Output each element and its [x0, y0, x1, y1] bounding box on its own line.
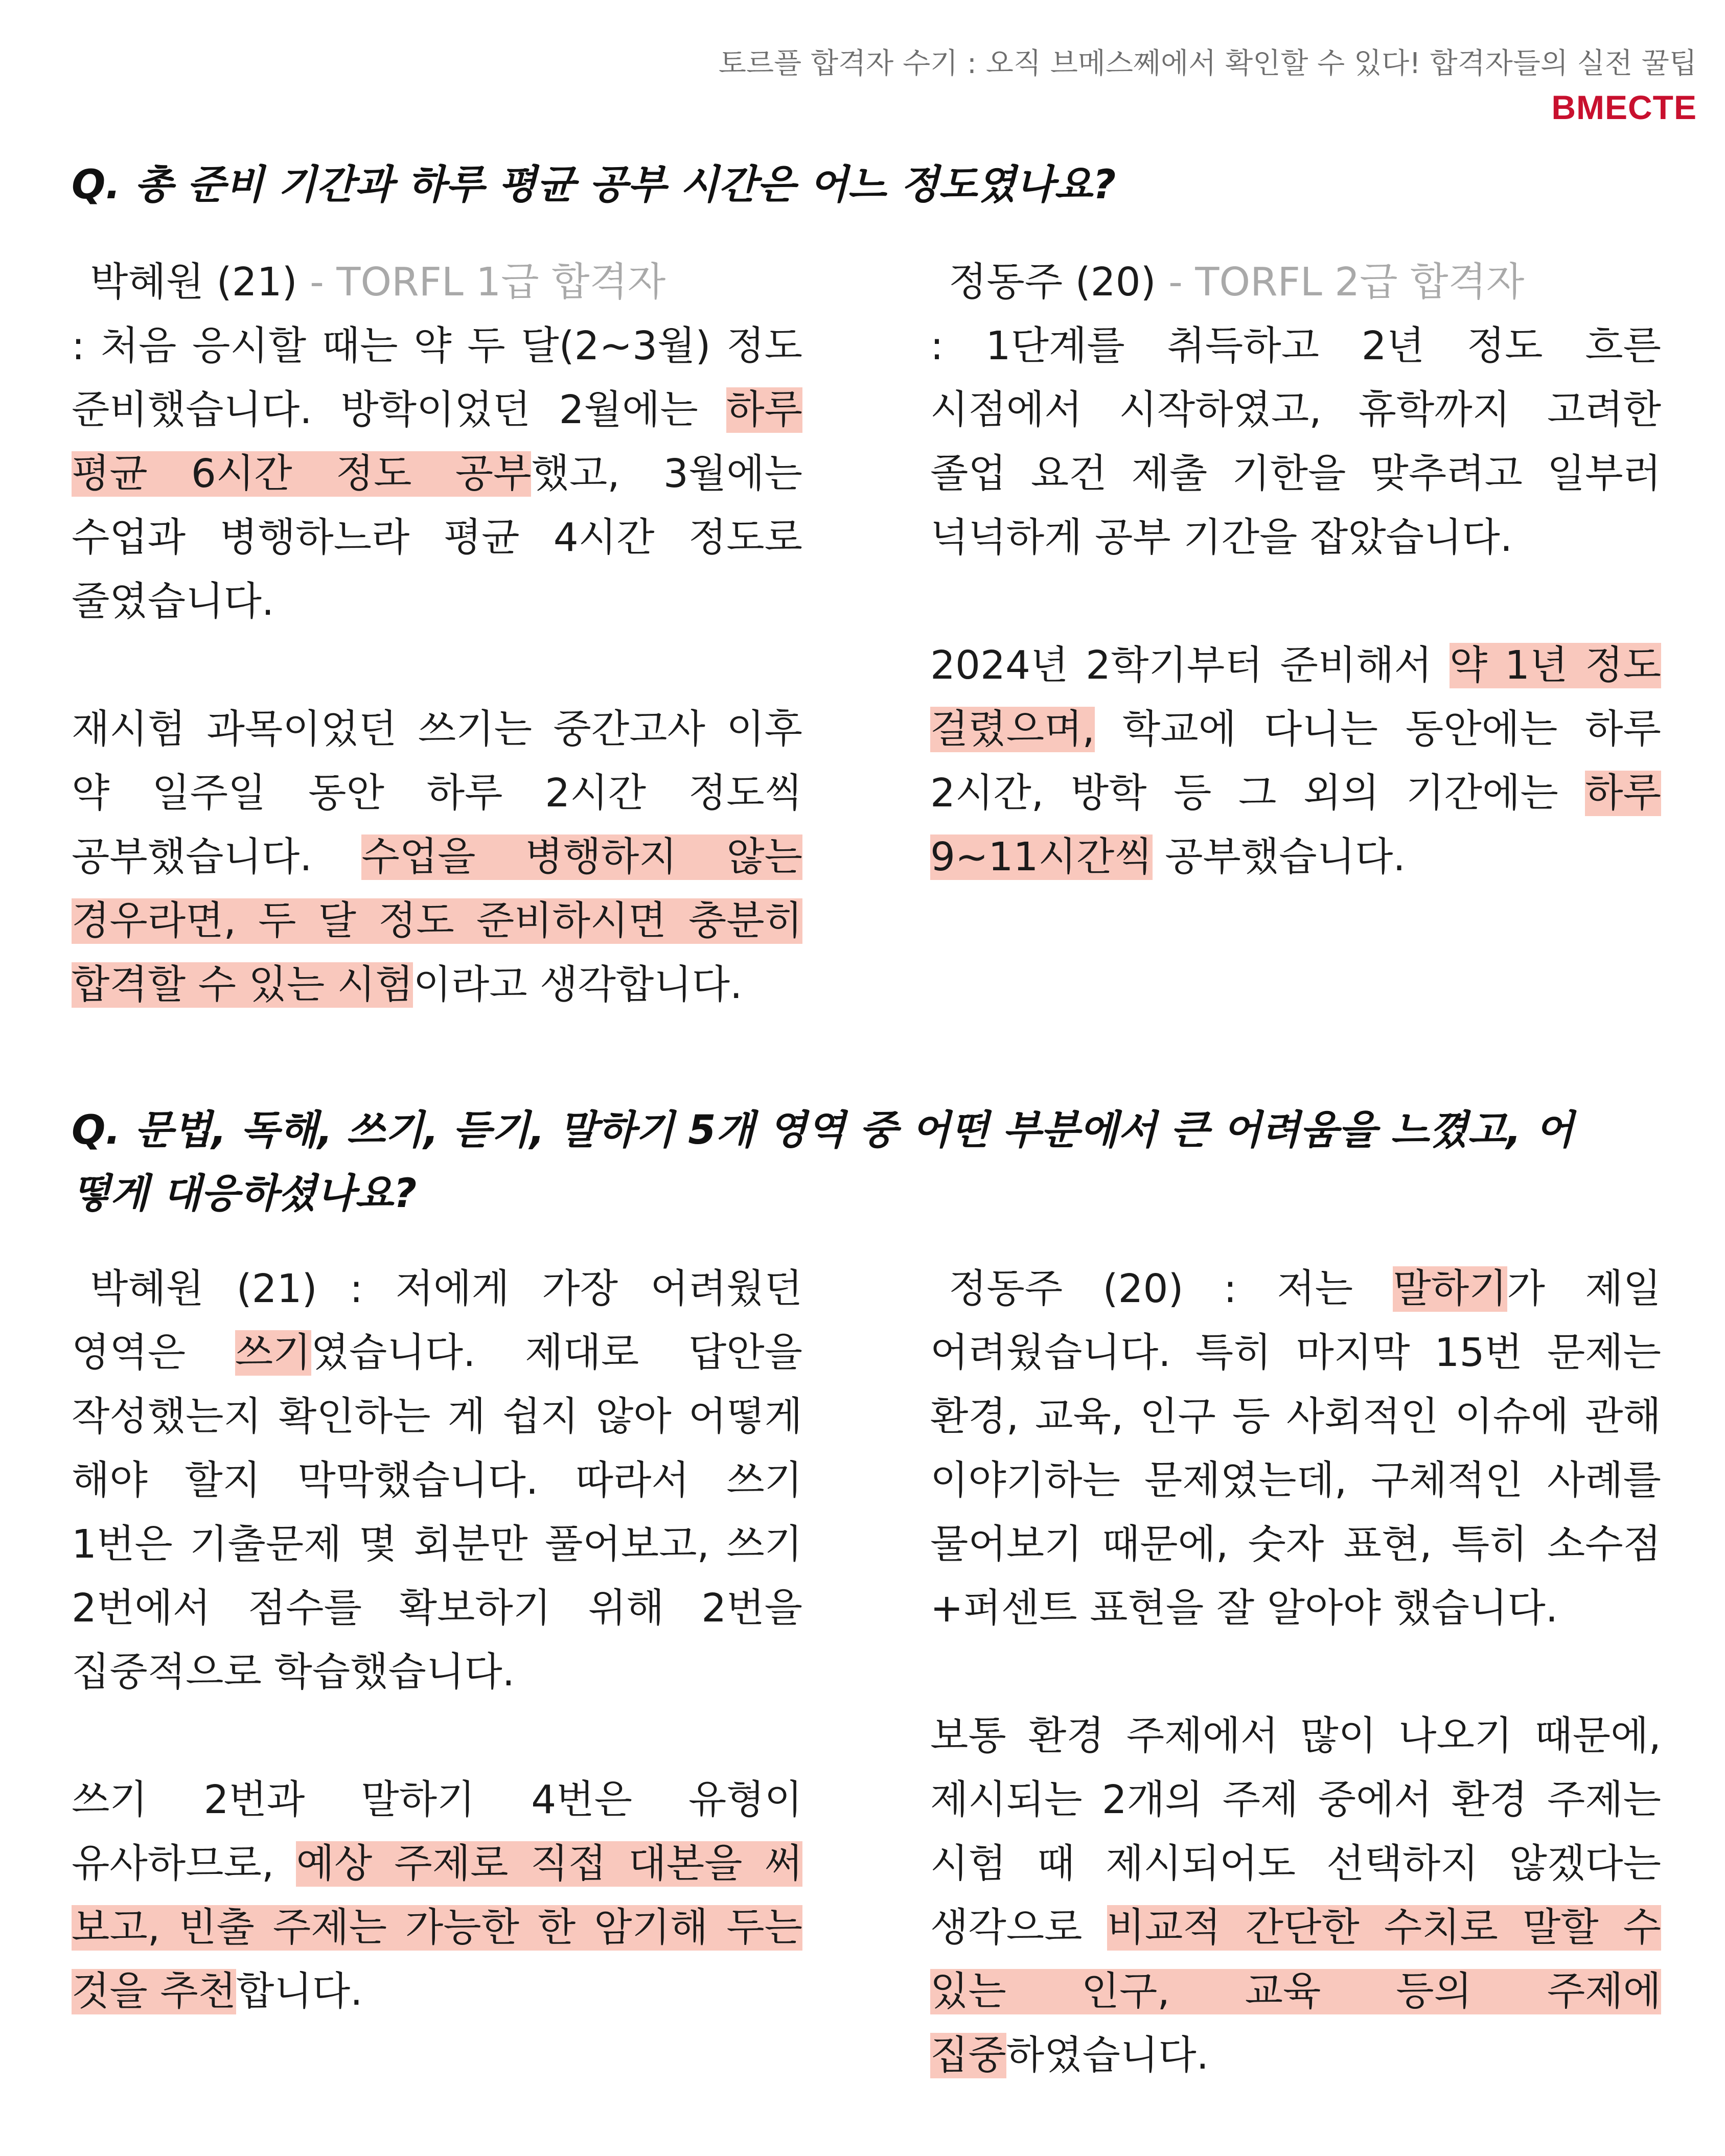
- answer-text: : 처음 응시할 때는 약 두 달(2~3월) 정도 준비했습니다. 방학이었던 2월에는: [72, 323, 802, 433]
- answer-text: 학교에 다니는 동안에는 하루 2시간, 방학 등 그 외의 기간에는: [930, 707, 1661, 816]
- brand-logo: BMECTE: [1551, 88, 1697, 126]
- answer-paragraph: [930, 1704, 1661, 2088]
- article-title: 토르플 합격자 수기 : 오직 브메스쩨에서 확인할 수 있다! 합격자들의 실전 꿀팁: [718, 47, 1697, 80]
- highlighted-text: 수업을 병행하지 않는 경우라면, 두 달 정도 준비하시면 충분히 합격할 수 있는 시험: [72, 834, 803, 1008]
- answer-text: 가 제일 어려웠습니다. 특히 마지막 15번 문제는 환경, 교육, 인구 등 사회적인 이슈에 관해 이야기하는 문제였는데, 구체적인 사례를 물어보기 때문에, 숫자 표현, 특히 소수점+퍼센트 표현을 잘 알아야 했습니다.: [930, 1266, 1661, 1631]
- highlighted-text: 약 1년 정도 걸렸으며,: [930, 643, 1661, 752]
- answer-text: 박혜원 (21) : 저에게 가장 어려웠던 영역은: [72, 1266, 802, 1376]
- answer-paragraph: [72, 698, 802, 1017]
- answer-paragraph: [72, 314, 802, 634]
- highlighted-text: 예상 주제로 직접 대본을 써 보고, 빈출 주제는 가능한 한 암기해 두는 것을 추천: [72, 1841, 802, 2014]
- answer-text: 했고, 3월에는 수업과 병행하느라 평균 4시간 정도로 줄였습니다.: [72, 451, 802, 624]
- answer-text: 공부했습니다.: [1152, 834, 1406, 880]
- answer-text: 2024년 2학기부터 준비해서: [930, 643, 1450, 688]
- q1-answer-right: [930, 250, 1661, 889]
- question-2: Q. 문법, 독해, 쓰기, 듣기, 말하기 5개 영역 중 어떤 부분에서 큰 어려움을 느꼈고, 어떻게 대응하셨나요?: [72, 1107, 1574, 1217]
- respondent-role: - TORFL 1급 합격자: [297, 260, 666, 305]
- answer-paragraph: [930, 634, 1661, 889]
- answer-text: 쓰기 2번과 말하기 4번은 유형이 유사하므로,: [72, 1777, 802, 1887]
- answer-text: 였습니다. 제대로 답안을 작성했는지 확인하는 게 쉽지 않아 어떻게 해야 할지 막막했습니다. 따라서 쓰기 1번은 기출문제 몇 회분만 풀어보고, 쓰기 2번에서 점수를 확보하기 위해 2번을 집중적으로 학습했습니다.: [72, 1330, 803, 1695]
- page-header: [719, 43, 1697, 130]
- highlighted-text: 쓰기: [235, 1330, 311, 1376]
- answer-paragraph: [930, 1257, 1661, 1640]
- respondent-role: - TORFL 2급 합격자: [1156, 260, 1525, 305]
- respondent-header: [930, 250, 1661, 314]
- highlighted-text: 비교적 간단한 수치로 말할 수 있는 인구, 교육 등의 주제에 집중: [930, 1905, 1661, 2078]
- answer-text: 합니다.: [236, 1969, 363, 2014]
- answer-text: 이라고 생각합니다.: [413, 962, 743, 1008]
- answer-paragraph: : 1단계를 취득하고 2년 정도 흐른 시점에서 시작하였고, 휴학까지 고려한 졸업 요건 제출 기한을 맞추려고 일부러 넉넉하게 공부 기간을 잡았습니다.: [930, 323, 1661, 561]
- answer-paragraph: [72, 1257, 802, 1704]
- answer-text: 정동주 (20) : 저는: [949, 1266, 1393, 1312]
- q2-answer-left: [72, 1257, 802, 2024]
- question-1: Q. 총 준비 기간과 하루 평균 공부 시간은 어느 정도였나요?: [72, 162, 1116, 208]
- q2-answer-right: [930, 1257, 1661, 2088]
- respondent-name: 박혜원 (21): [90, 260, 297, 305]
- q1-answer-left: [72, 250, 802, 1017]
- answer-text: 보통 환경 주제에서 많이 나오기 때문에, 제시되는 2개의 주제 중에서 환경 주제는 시험 때 제시되어도 선택하지 않겠다는 생각으로: [930, 1713, 1661, 1951]
- respondent-name: 정동주 (20): [949, 260, 1156, 305]
- answer-paragraph: [72, 1768, 802, 2024]
- answer-text: 재시험 과목이었던 쓰기는 중간고사 이후 약 일주일 동안 하루 2시간 정도씩 공부했습니다.: [72, 707, 802, 880]
- respondent-header: [72, 250, 802, 314]
- answer-text: 하였습니다.: [1006, 2033, 1209, 2078]
- highlighted-text: 하루 9~11시간씩: [930, 771, 1661, 880]
- highlighted-text: 하루 평균 6시간 정도 공부: [72, 387, 802, 497]
- highlighted-text: 말하기: [1393, 1266, 1507, 1312]
